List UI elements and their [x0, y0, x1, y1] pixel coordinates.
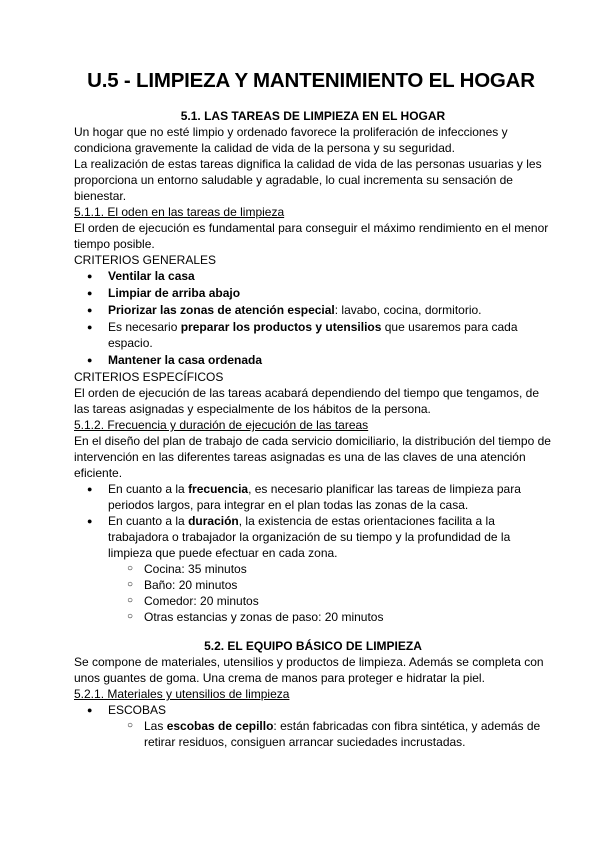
paragraph: Se compone de materiales, utensilios y productos de limpieza. Además se completa con unos guantes de goma. Una crema de manos para proteger e hidratar la piel. [74, 655, 544, 685]
subsection-heading: 5.1.2. Frecuencia y duración de ejecución de las tareas [74, 418, 369, 432]
list-item: ○ Comedor: 20 minutos [74, 593, 552, 609]
list-item: ● ESCOBAS [74, 702, 552, 718]
brooms-list [74, 718, 552, 750]
list-item: ● Limpiar de arriba abajo [74, 285, 552, 301]
list-item: ○ Las escobas de cepillo: están fabricadas con fibra sintética, y además de retirar residuos, consiguen arrancar suciedades incrustadas. [74, 718, 552, 750]
list-item: ○ Otras estancias y zonas de paso: 20 minutos [74, 609, 552, 625]
paragraph: Un hogar que no esté limpio y ordenado favorece la proliferación de infecciones y condiciona gravemente la calidad de vida de la persona y su seguridad. [74, 125, 508, 155]
materials-list [74, 702, 552, 718]
list-item: ● Ventilar la casa [74, 268, 552, 284]
paragraph: En el diseño del plan de trabajo de cada servicio domiciliario, la distribución del tiempo de intervención en las diferentes tareas asignadas es una de las claves de una atención eficiente. [74, 434, 551, 480]
section-heading: 5.2. EL EQUIPO BÁSICO DE LIMPIEZA [204, 639, 422, 653]
list-item: ● En cuanto a la duración, la existencia de estas orientaciones facilita a la trabajadora o trabajador la organización de su tiempo y la profundidad de la limpieza que puede efectuar en cada zona. [74, 513, 552, 561]
list-item: ● Mantener la casa ordenada [74, 352, 552, 368]
subsection-heading: 5.1.1. El oden en las tareas de limpieza [74, 205, 285, 219]
paragraph: El orden de ejecución de las tareas acabará dependiendo del tiempo que tengamos, de las tareas asignadas y especialmente de los hábitos de la persona. [74, 386, 539, 416]
list-label: CRITERIOS ESPECÍFICOS [74, 370, 224, 384]
page-title: U.5 - LIMPIEZA Y MANTENIMIENTO EL HOGAR [87, 69, 535, 92]
durations-list [74, 561, 552, 625]
paragraph: La realización de estas tareas dignifica la calidad de vida de las personas usuarias y les proporciona un entorno saludable y agradable, lo cual incrementa su sensación de bienestar. [74, 157, 542, 203]
list-label: CRITERIOS GENERALES [74, 253, 217, 267]
paragraph: El orden de ejecución es fundamental para conseguir el máximo rendimiento en el menor tiempo posible. [74, 221, 549, 251]
list-item: ● Es necesario preparar los productos y utensilios que usaremos para cada espacio. [74, 319, 552, 351]
frequency-duration-list [74, 481, 552, 561]
general-criteria-list [74, 268, 552, 368]
list-item: ○ Baño: 20 minutos [74, 577, 552, 593]
list-item: ○ Cocina: 35 minutos [74, 561, 552, 577]
list-item: ● En cuanto a la frecuencia, es necesario planificar las tareas de limpieza para periodos largos, para integrar en el plan todas las zonas de la casa. [74, 481, 552, 513]
subsection-heading: 5.2.1. Materiales y utensilios de limpieza [74, 687, 290, 701]
section-heading: 5.1. LAS TAREAS DE LIMPIEZA EN EL HOGAR [180, 109, 446, 123]
list-item: ● Priorizar las zonas de atención especial: lavabo, cocina, dormitorio. [74, 302, 552, 318]
